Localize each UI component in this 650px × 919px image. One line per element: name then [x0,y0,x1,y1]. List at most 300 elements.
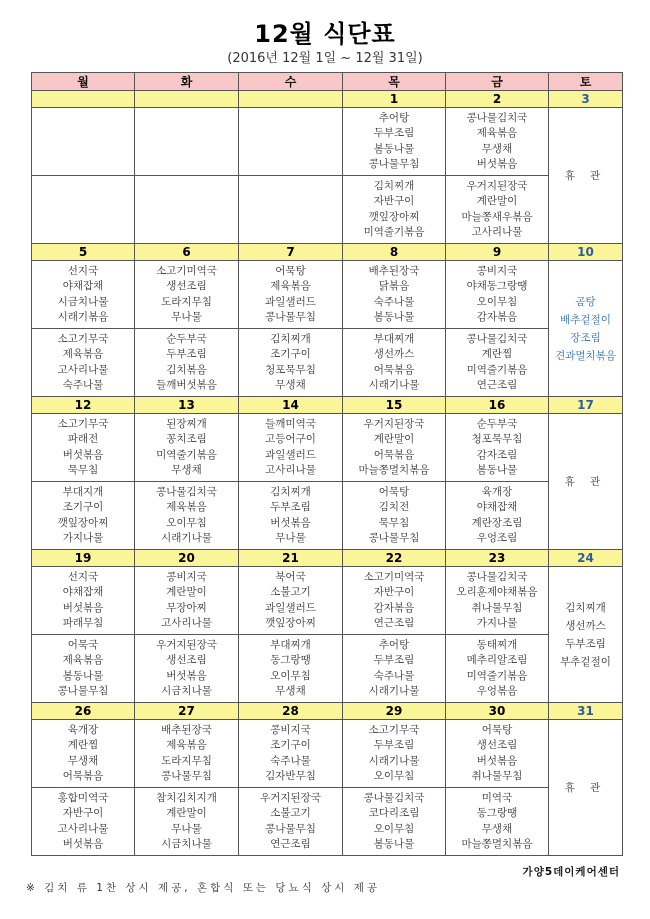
lunch-menu-cell [343,261,446,329]
menu-item: 곰탕 [575,295,596,308]
saturday-date-cell: 10 [549,244,623,261]
menu-item: 고사리나물 [471,226,523,238]
menu-item: 과일샐러드 [265,448,316,461]
menu-item: 미역국 [481,791,513,804]
menu-item: 고사리나물 [161,617,212,629]
menu-item: 계란말이 [373,433,415,445]
dinner-menu-cell [239,329,343,397]
menu-item: 자반구이 [62,807,104,819]
saturday-date-cell: 17 [549,397,623,414]
menu-item: 과일샐러드 [265,295,316,308]
date-row [32,550,623,567]
menu-item: 숙주나물 [373,669,415,682]
weekday-thu: 목 [343,73,446,91]
menu-item: 두부조림 [166,348,207,360]
menu-item: 무생채 [275,685,306,697]
lunch-menu-cell [135,261,239,329]
menu-item: 콩나물김치국 [363,791,425,804]
dinner-row [32,635,623,703]
menu-item: 오이무침 [476,295,518,308]
weekday-wed: 수 [239,73,343,91]
lunch-menu-cell [343,414,446,482]
menu-item: 김치찌개 [270,332,311,345]
menu-item: 생선조림 [476,739,518,751]
menu-item: 소불고기 [270,807,311,819]
menu-item: 미역줄기볶음 [466,363,528,376]
menu-item: 버섯볶음 [62,448,104,461]
menu-item: 시래기나물 [368,754,420,767]
menu-item: 북어국 [275,570,306,583]
menu-item: 메추리알조림 [466,654,528,666]
menu-item: 두부조림 [373,739,415,751]
menu-item: 콩나물무침 [265,822,316,835]
date-cell: 15 [343,397,446,414]
menu-item: 계란말이 [166,586,207,598]
menu-item: 김치볶음 [166,363,207,376]
menu-item: 도라지무침 [161,754,212,767]
menu-item: 어묵볶음 [62,770,104,782]
footnote: ※ 김치 류 1찬 상시 제공, 혼합식 또는 당뇨식 상시 제공 [26,882,381,894]
menu-item: 콩비지국 [166,570,207,583]
menu-item: 선지국 [67,264,99,277]
dinner-menu-cell [343,788,446,856]
menu-item: 버섯볶음 [476,754,518,767]
menu-item: 콩나물무침 [161,770,212,782]
date-cell: 19 [32,550,135,567]
menu-item: 오이무침 [270,669,311,682]
menu-item: 어묵탕 [275,264,306,277]
date-range-subtitle: (2016년 12월 1일 ~ 12월 31일) [227,51,423,66]
menu-item: 콩나물무침 [265,311,316,323]
dinner-menu-cell [446,635,549,703]
dinner-menu-cell [343,329,446,397]
menu-item: 동태찌개 [476,638,518,651]
lunch-menu-cell [239,567,343,635]
dinner-menu-cell [446,482,549,550]
menu-item: 무나물 [171,822,202,835]
menu-item: 야채잡채 [62,280,104,292]
menu-item: 부추겉절이 [560,655,611,668]
menu-item: 들깨미역국 [265,417,316,430]
date-cell: 14 [239,397,343,414]
menu-item: 오이무침 [373,770,415,782]
menu-item: 고사리나물 [265,464,316,476]
menu-item: 부대찌개 [270,638,311,651]
menu-item: 동그랑땡 [476,807,518,819]
menu-item: 숙주나물 [373,295,415,308]
menu-item: 닭볶음 [378,280,410,292]
lunch-menu-cell [32,414,135,482]
lunch-menu-cell [135,567,239,635]
menu-item: 연근조림 [373,617,415,629]
dinner-row [32,329,623,397]
menu-item: 생선까스 [373,348,415,360]
menu-item: 육개장 [481,485,513,498]
menu-item: 미역줄기볶음 [363,226,425,238]
date-row [32,91,623,108]
date-cell: 20 [135,550,239,567]
dinner-menu-cell [446,176,549,244]
menu-item: 야채동그랑땡 [466,280,528,292]
lunch-menu-cell [446,414,549,482]
lunch-menu-cell [239,261,343,329]
menu-item: 야채잡채 [476,501,518,513]
dinner-menu-cell [32,329,135,397]
menu-item: 고등어구이 [265,433,316,445]
menu-item: 오이무침 [373,822,415,835]
menu-item: 묵무침 [378,516,410,529]
dinner-row [32,788,623,856]
lunch-row [32,261,623,329]
closed-label: 휴 관 [564,169,607,182]
lunch-menu-cell [343,720,446,788]
menu-item: 오리훈제야채볶음 [456,586,538,598]
menu-item: 콩나물김치국 [466,570,528,583]
menu-item: 봄동나물 [62,669,104,682]
menu-item: 김자반무침 [265,770,316,782]
date-cell: 5 [32,244,135,261]
saturday-date-cell: 31 [549,703,623,720]
page-title: 12월 식단표 [254,20,396,48]
saturday-menu-cell [549,567,623,703]
menu-item: 감자볶음 [476,311,518,323]
menu-item: 연근조림 [476,379,518,391]
menu-item: 무생채 [171,464,202,476]
dinner-menu-cell [239,788,343,856]
dinner-menu-cell [32,635,135,703]
menu-item: 제육볶음 [270,280,311,292]
lunch-menu-cell [32,567,135,635]
menu-item: 미역줄기볶음 [156,448,217,461]
saturday-menu-cell [549,261,623,397]
menu-item: 마늘쫑새우볶음 [461,210,533,223]
menu-item: 배추된장국 [368,264,420,277]
menu-item: 소고기미역국 [363,570,425,583]
saturday-date-cell: 3 [549,91,623,108]
menu-item: 시래기볶음 [57,311,109,323]
menu-item: 무장아찌 [166,601,207,614]
menu-item: 자반구이 [373,586,415,598]
closed-label: 휴 관 [564,475,607,488]
menu-item: 장조림 [570,331,601,344]
lunch-menu-cell [239,720,343,788]
menu-item: 배추겉절이 [560,313,611,326]
saturday-menu-cell [549,108,623,244]
menu-item: 제육볶음 [166,501,207,513]
date-cell: 28 [239,703,343,720]
weekday-tue: 화 [135,73,239,91]
menu-item: 오이무침 [166,516,207,529]
menu-item: 미역줄기볶음 [466,669,528,682]
date-row [32,244,623,261]
menu-item: 연근조림 [270,838,311,850]
date-cell: 1 [343,91,446,108]
dinner-menu-cell [135,176,239,244]
menu-item: 시래기나물 [161,532,212,544]
menu-item: 콩나물김치국 [466,332,528,345]
menu-item: 부대지개 [62,485,104,498]
menu-item: 가지나물 [62,532,104,544]
menu-item: 조기구이 [62,501,104,513]
menu-item: 파래무침 [62,617,104,629]
menu-item: 소고기무국 [368,723,420,736]
menu-item: 파래전 [67,433,99,445]
menu-item: 숙주나물 [270,754,311,767]
menu-item: 된장찌개 [166,417,207,430]
menu-item: 추어탕 [378,638,410,651]
menu-item: 봄동나물 [373,142,415,155]
menu-item: 시금치나물 [161,685,212,697]
menu-item: 우엉볶음 [476,685,518,697]
lunch-menu-cell [32,261,135,329]
menu-item: 부대찌개 [373,332,415,345]
lunch-menu-cell [446,567,549,635]
menu-item: 우거지된장국 [363,417,425,430]
menu-item: 어묵탕 [378,485,410,498]
menu-item: 어묵국 [67,638,99,651]
menu-item: 동그랑땡 [270,654,311,666]
menu-item: 취나물무침 [471,770,523,782]
dinner-menu-cell [32,482,135,550]
menu-item: 우엉조림 [476,532,518,544]
weekday-mon: 월 [32,73,135,91]
dinner-menu-cell [239,482,343,550]
lunch-menu-cell [135,108,239,176]
date-cell: 8 [343,244,446,261]
menu-item: 고사리나물 [57,822,109,835]
center-name: 가양5데이케어센터 [522,866,620,878]
menu-item: 취나물무침 [471,601,523,614]
menu-item: 버섯볶음 [476,158,518,170]
menu-item: 무생채 [275,379,306,391]
menu-item: 견과멸치볶음 [555,349,616,362]
menu-item: 시래기나물 [368,685,420,697]
menu-item: 깻잎장아찌 [57,516,109,529]
menu-item: 소불고기 [270,586,311,598]
menu-item: 시래기나물 [368,379,420,391]
menu-item: 콩나물무침 [368,158,420,170]
weekday-sat: 토 [549,73,623,91]
lunch-menu-cell [239,414,343,482]
menu-item: 청포묵무침 [265,363,316,376]
dinner-menu-cell [32,788,135,856]
menu-item: 버섯볶음 [270,516,311,529]
menu-item: 자반구이 [373,195,415,207]
date-cell: 7 [239,244,343,261]
date-cell [32,91,135,108]
menu-item: 가지나물 [476,617,518,629]
menu-item: 버섯볶음 [62,838,104,850]
date-cell: 29 [343,703,446,720]
menu-item: 들깨버섯볶음 [156,379,217,391]
date-cell: 23 [446,550,549,567]
menu-item: 계란말이 [166,807,207,819]
dinner-menu-cell [32,176,135,244]
lunch-menu-cell [32,720,135,788]
menu-item: 콩나물무침 [57,685,109,697]
menu-item: 마늘쫑멸치볶음 [461,838,533,850]
date-cell: 12 [32,397,135,414]
closed-label: 휴 관 [564,781,607,794]
menu-item: 청포묵무침 [471,433,523,445]
menu-item: 무생채 [481,822,513,835]
menu-item: 무나물 [275,532,306,544]
menu-item: 무생채 [481,142,513,155]
dinner-menu-cell [135,329,239,397]
menu-item: 어묵볶음 [373,448,415,461]
dinner-menu-cell [135,635,239,703]
dinner-menu-cell [446,329,549,397]
menu-item: 어묵탕 [481,723,513,736]
menu-item: 우거지된장국 [156,638,217,651]
menu-item: 제육볶음 [476,127,518,139]
saturday-menu-cell [549,414,623,550]
menu-item: 꽁치조림 [166,433,207,445]
lunch-menu-cell [343,108,446,176]
menu-item: 순두부국 [476,417,518,430]
dinner-menu-cell [135,788,239,856]
date-cell: 30 [446,703,549,720]
lunch-menu-cell [343,567,446,635]
menu-item: 계란장조림 [471,516,523,529]
menu-item: 마늘쫑멸치볶음 [358,464,430,476]
lunch-menu-cell [135,414,239,482]
menu-item: 도라지무침 [161,295,212,308]
menu-item: 김치찌개 [565,601,606,614]
menu-item: 무생채 [67,754,99,767]
dinner-menu-cell [239,635,343,703]
dinner-row [32,482,623,550]
menu-item: 두부조림 [373,127,415,139]
menu-item: 두부조림 [373,654,415,666]
menu-item: 배추된장국 [161,723,212,736]
menu-item: 제육볶음 [166,739,207,751]
weekday-header-row [32,73,623,91]
menu-item: 봄동나물 [373,311,415,323]
menu-item: 숙주나물 [62,379,104,391]
date-cell: 13 [135,397,239,414]
menu-item: 생선조림 [166,280,207,292]
menu-item: 육개장 [67,723,99,736]
menu-item: 소고기무국 [57,332,109,345]
menu-item: 계란찜 [481,348,513,360]
menu-item: 콩나물무침 [368,532,420,544]
menu-item: 홍합미역국 [57,791,109,804]
date-cell: 26 [32,703,135,720]
lunch-row [32,567,623,635]
menu-item: 콩비지국 [270,723,311,736]
menu-item: 콩비지국 [476,264,518,277]
menu-item: 생선까스 [565,619,606,632]
weekday-fri: 금 [446,73,549,91]
lunch-menu-cell [446,720,549,788]
date-cell [239,91,343,108]
menu-item: 선지국 [67,570,99,583]
menu-item: 참치김치지개 [156,791,217,804]
menu-item: 두부조림 [270,501,311,513]
menu-item: 제육볶음 [62,654,104,666]
menu-item: 야채잡채 [62,586,104,598]
menu-item: 버섯볶음 [166,669,207,682]
menu-item: 소고기무국 [57,417,109,430]
lunch-menu-cell [446,261,549,329]
lunch-menu-cell [446,108,549,176]
date-cell: 6 [135,244,239,261]
dinner-row [32,176,623,244]
date-cell: 22 [343,550,446,567]
dinner-menu-cell [343,482,446,550]
date-cell: 9 [446,244,549,261]
saturday-date-cell: 24 [549,550,623,567]
menu-item: 깻잎장아찌 [368,210,420,223]
dinner-menu-cell [343,635,446,703]
lunch-menu-cell [135,720,239,788]
menu-item: 두부조림 [565,637,606,650]
menu-item: 우거지된장국 [466,179,528,192]
menu-item: 과일샐러드 [265,601,316,614]
menu-item: 추어탕 [378,111,410,124]
menu-item: 콩나물김치국 [466,111,528,124]
saturday-menu-cell [549,720,623,856]
date-cell: 21 [239,550,343,567]
menu-item: 깻잎장아찌 [265,617,316,629]
date-row [32,397,623,414]
dinner-menu-cell [446,788,549,856]
menu-item: 감자조림 [476,448,518,461]
dinner-menu-cell [343,176,446,244]
lunch-menu-cell [32,108,135,176]
menu-item: 조기구이 [270,348,311,360]
menu-item: 봄동나물 [476,464,518,476]
menu-item: 김치전 [378,501,410,513]
menu-item: 코다리조림 [368,807,420,819]
menu-item: 소고기미역국 [156,264,217,277]
menu-item: 시금치나물 [161,838,212,850]
meal-calendar-table [31,72,623,856]
menu-item: 묵무침 [67,464,99,476]
menu-item: 순두부국 [166,332,207,345]
menu-item: 봄동나물 [373,838,415,850]
lunch-row [32,414,623,482]
menu-item: 고사리나물 [57,363,109,376]
lunch-row [32,108,623,176]
menu-item: 생선조림 [166,654,207,666]
lunch-row [32,720,623,788]
lunch-menu-cell [239,108,343,176]
menu-item: 무나물 [171,311,202,323]
date-cell: 2 [446,91,549,108]
menu-item: 계란찜 [67,739,99,751]
menu-item: 버섯볶음 [62,601,104,614]
menu-item: 콩나물김치국 [156,485,217,498]
menu-item: 계란말이 [476,195,518,207]
date-cell [135,91,239,108]
menu-item: 어묵볶음 [373,363,415,376]
date-row [32,703,623,720]
menu-item: 감자볶음 [373,601,415,614]
menu-item: 제육볶음 [62,348,104,360]
date-cell: 27 [135,703,239,720]
menu-item: 시금치나물 [57,295,109,308]
dinner-menu-cell [135,482,239,550]
menu-item: 김치찌개 [373,179,415,192]
menu-item: 우거지된장국 [260,791,321,804]
menu-item: 김치찌개 [270,485,311,498]
meal-calendar-body [32,91,623,856]
dinner-menu-cell [239,176,343,244]
date-cell: 16 [446,397,549,414]
menu-item: 조기구이 [270,739,311,751]
